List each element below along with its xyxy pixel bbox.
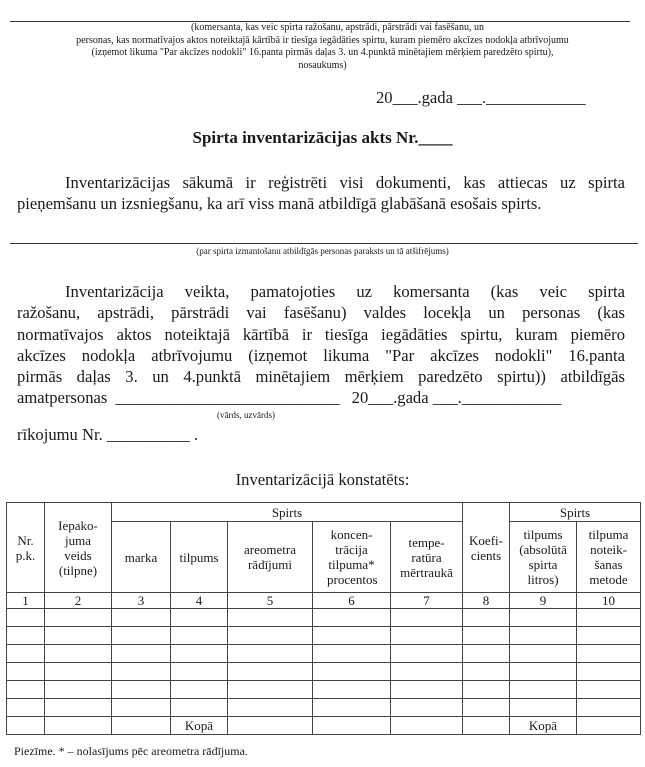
table-cell[interactable] [112, 645, 171, 663]
table-row [7, 663, 641, 681]
header-abs-volume: tilpums (absolūtā spirta litros) [510, 522, 577, 593]
table-cell[interactable] [510, 609, 577, 627]
table-cell[interactable] [391, 699, 463, 717]
table-cell[interactable] [391, 609, 463, 627]
signature-line[interactable] [10, 243, 638, 244]
col-number: 10 [577, 593, 641, 609]
table-cell[interactable] [577, 681, 641, 699]
table-cell[interactable] [463, 627, 510, 645]
table-cell[interactable] [228, 645, 313, 663]
table-cell[interactable] [112, 627, 171, 645]
table-cell[interactable] [313, 609, 391, 627]
table-row [7, 699, 641, 717]
col-number: 4 [171, 593, 228, 609]
header-temperature: tempe- ratūra mērtraukā [391, 522, 463, 593]
table-cell[interactable] [7, 681, 45, 699]
table-cell[interactable] [171, 609, 228, 627]
header-method: tilpuma noteik- šanas metode [577, 522, 641, 593]
col-number: 1 [7, 593, 45, 609]
col-number: 5 [228, 593, 313, 609]
basis-line: normatīvajos aktos noteiktajā kārtībā ir tiesīga iegādāties spirtu, kuram piemēro [17, 324, 625, 344]
table-cell[interactable] [45, 663, 112, 681]
basis-line: Inventarizācija veikta, pamatojoties uz komersanta (kas veic spirta [65, 282, 625, 301]
header-concentration: koncen- trācija tilpuma* procentos [313, 522, 391, 593]
header-date-field[interactable]: 20___.gada ___.____________ [376, 88, 586, 107]
table-cell[interactable] [391, 627, 463, 645]
official-label: amatpersonas [17, 388, 108, 407]
footnote: Piezīme. * – nolasījums pēc areometra rādījuma. [14, 744, 248, 758]
header-brand: marka [112, 522, 171, 593]
table-cell[interactable] [7, 699, 45, 717]
table-cell[interactable] [45, 699, 112, 717]
table-cell[interactable] [463, 681, 510, 699]
table-row [7, 609, 641, 627]
table-cell[interactable] [112, 681, 171, 699]
total-label-abs-volume: Kopā [510, 717, 577, 735]
basis-line: ražošanu, apstrādi, pārstrādi vai fasēšanu) valdes locekļa un personas (kas [17, 303, 625, 323]
intro-line-1: Inventarizācijas sākumā ir reģistrēti visi dokumenti, kas attiecas uz spirta [65, 173, 625, 192]
table-row [7, 627, 641, 645]
header-package: Iepako- juma veids (tilpne) [45, 503, 112, 593]
table-cell[interactable] [313, 645, 391, 663]
col-number: 2 [45, 593, 112, 609]
table-cell[interactable] [45, 627, 112, 645]
table-cell[interactable] [45, 681, 112, 699]
header-coefficient: Koefi- cients [463, 503, 510, 593]
table-cell[interactable] [112, 717, 171, 735]
table-cell[interactable] [510, 681, 577, 699]
table-cell[interactable] [171, 645, 228, 663]
table-cell[interactable] [171, 681, 228, 699]
table-cell[interactable] [313, 699, 391, 717]
col-number: 3 [112, 593, 171, 609]
total-label-volume: Kopā [171, 717, 228, 735]
table-row [7, 681, 641, 699]
header-spirts-group-2: Spirts [510, 503, 641, 522]
table-cell[interactable] [577, 717, 641, 735]
header-group-row [7, 503, 641, 522]
table-cell[interactable] [112, 663, 171, 681]
table-row [7, 645, 641, 663]
header-volume: tilpums [171, 522, 228, 593]
official-name-field[interactable]: ___________________________ [115, 388, 340, 407]
official-row [17, 388, 627, 408]
basis-line: akcīzes nodokļa atbrīvojumu (izņemot likuma "Par akcīzes nodokli" 16.panta [17, 345, 625, 365]
table-cell[interactable] [510, 627, 577, 645]
table-cell[interactable] [228, 681, 313, 699]
table-cell[interactable] [463, 717, 510, 735]
table-cell[interactable] [463, 663, 510, 681]
table-cell[interactable] [510, 663, 577, 681]
column-number-row [7, 593, 641, 609]
col-number: 7 [391, 593, 463, 609]
inventory-table [6, 502, 641, 735]
table-cell[interactable] [7, 717, 45, 735]
table-cell[interactable] [510, 699, 577, 717]
name-caption: (vārds, uzvārds) [217, 410, 275, 420]
header-nr: Nr. p.k. [7, 503, 45, 593]
col-number: 6 [313, 593, 391, 609]
table-cell[interactable] [112, 609, 171, 627]
col-number: 9 [510, 593, 577, 609]
table-cell[interactable] [577, 627, 641, 645]
table-cell[interactable] [577, 645, 641, 663]
table-cell[interactable] [463, 609, 510, 627]
basis-paragraph [17, 281, 625, 387]
company-name-caption [0, 22, 645, 72]
signature-caption: (par spirta izmantošanu atbildīgās personas paraksts un tā atšifrējums) [196, 246, 449, 256]
table-cell[interactable] [577, 663, 641, 681]
intro-line-2: pieņemšanu un izsniegšanu, ka arī viss manā atbildīgā glabāšanā esošais spirts. [17, 194, 542, 214]
col-number: 8 [463, 593, 510, 609]
caption-line: (izņemot likuma "Par akcīzes nodokli" 16.panta pirmās daļas 3. un 4.punktā minētajiem mērķiem paredzēto spirtu), [91, 47, 554, 58]
header-spirts-group: Spirts [112, 503, 463, 522]
table-cell[interactable] [391, 717, 463, 735]
table-cell[interactable] [171, 627, 228, 645]
table-cell[interactable] [463, 645, 510, 663]
table-cell[interactable] [577, 699, 641, 717]
table-cell[interactable] [391, 663, 463, 681]
table-cell[interactable] [313, 681, 391, 699]
table-cell[interactable] [313, 663, 391, 681]
table-cell[interactable] [510, 645, 577, 663]
table-cell[interactable] [112, 699, 171, 717]
table-cell[interactable] [228, 699, 313, 717]
table-cell[interactable] [228, 609, 313, 627]
table-cell[interactable] [7, 609, 45, 627]
table-cell[interactable] [228, 627, 313, 645]
table-cell[interactable] [45, 609, 112, 627]
document-title: Spirta inventarizācijas akts Nr.____ [192, 128, 453, 147]
table-cell[interactable] [171, 699, 228, 717]
table-cell[interactable] [171, 663, 228, 681]
table-cell[interactable] [228, 717, 313, 735]
table-cell[interactable] [45, 645, 112, 663]
table-cell[interactable] [463, 699, 510, 717]
table-cell[interactable] [7, 627, 45, 645]
table-cell[interactable] [7, 645, 45, 663]
table-cell[interactable] [228, 663, 313, 681]
order-number-field[interactable]: rīkojumu Nr. __________ . [17, 425, 199, 444]
table-cell[interactable] [313, 627, 391, 645]
table-cell[interactable] [391, 645, 463, 663]
total-row [7, 717, 641, 735]
basis-line: pirmās daļas 3. un 4.punktā minētajiem mērķiem paredzēto spirtu)) atbildīgās [17, 367, 625, 387]
table-cell[interactable] [577, 609, 641, 627]
intro-paragraph [17, 172, 625, 215]
table-cell[interactable] [313, 717, 391, 735]
caption-line: personas, kas normatīvajos aktos noteiktajā kārtībā ir tiesīga iegādāties spirtu, kuram piemēro akcīzes nodokļa atbrīvojumu [76, 34, 569, 46]
table-caption: Inventarizācijā konstatēts: [235, 470, 410, 489]
table-cell[interactable] [7, 663, 45, 681]
order-date-field[interactable]: 20___.gada ___.____________ [351, 388, 562, 407]
table-cell[interactable] [391, 681, 463, 699]
table-cell[interactable] [45, 717, 112, 735]
caption-line: (komersanta, kas veic spirta ražošanu, apstrādi, pārstrādi vai fasēšanu, un [191, 22, 484, 33]
caption-line: nosaukums) [298, 59, 347, 71]
header-hydrometer: areometra rādījumi [228, 522, 313, 593]
